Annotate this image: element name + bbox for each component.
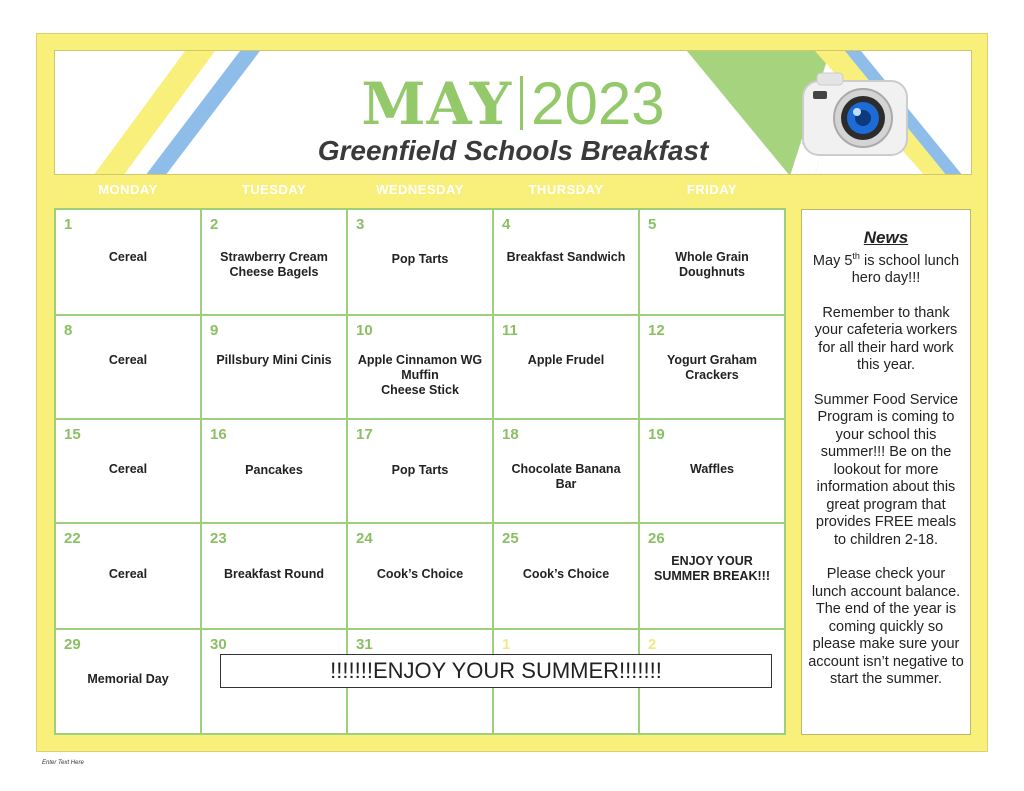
menu-item: Cereal: [108, 250, 148, 264]
date-number: 5: [648, 216, 657, 233]
day-cell: [494, 524, 640, 630]
day-cell: [494, 316, 640, 420]
date-number: 12: [648, 322, 665, 339]
weekday-tuesday: TUESDAY: [241, 182, 307, 197]
calendar-header: [54, 50, 972, 175]
menu-item: Cereal: [108, 567, 148, 581]
menu-item: Breakfast Sandwich: [506, 250, 626, 264]
date-number: 2: [648, 636, 657, 653]
menu-item: Apple Cinnamon WG Muffin Cheese Stick: [357, 353, 483, 397]
date-number: 25: [502, 530, 519, 547]
menu-item: Pancakes: [245, 463, 303, 477]
news-hero-text: May 5: [812, 252, 853, 269]
menu-item: Breakfast Round: [223, 567, 325, 581]
date-number: 15: [64, 426, 81, 443]
weekday-friday: FRIDAY: [686, 182, 738, 197]
menu-item: Pillsbury Mini Cinis: [216, 353, 332, 367]
weekday-header: [55, 182, 785, 204]
summer-banner: !!!!!!!ENJOY YOUR SUMMER!!!!!!!: [220, 654, 772, 688]
month-title: MAY: [361, 70, 513, 138]
news-hero-superscript: th: [852, 251, 860, 261]
day-cell: [56, 316, 202, 420]
date-number: 1: [64, 216, 73, 233]
title-divider: [520, 76, 523, 130]
date-number: 18: [502, 426, 519, 443]
date-number: 1: [502, 636, 511, 653]
menu-item: Cereal: [108, 353, 148, 367]
news-hero-day: [808, 248, 964, 288]
news-title: News: [863, 228, 909, 247]
menu-item: Cook’s Choice: [376, 567, 464, 581]
date-number: 10: [356, 322, 373, 339]
day-cell: [494, 420, 640, 524]
news-account-balance: Please check your lunch account balance. The end of the year is coming quickly so please make sure your account isn’t negative to start the summer.: [808, 566, 964, 688]
camera-icon: [795, 69, 915, 161]
menu-item: Cook’s Choice: [522, 567, 610, 581]
date-number: 19: [648, 426, 665, 443]
calendar-subtitle: Greenfield Schools Breakfast: [317, 135, 709, 166]
date-number: 2: [210, 216, 219, 233]
date-number: 8: [64, 322, 73, 339]
day-cell: [202, 420, 348, 524]
menu-item: Cereal: [108, 462, 148, 476]
day-cell: [640, 524, 784, 630]
year-title: 2023: [531, 70, 665, 137]
day-cell: [640, 210, 784, 316]
date-number: 24: [356, 530, 373, 547]
news-hero-text-rest: is school lunch hero day!!!: [851, 252, 960, 287]
menu-item: ENJOY YOUR SUMMER BREAK!!!: [654, 554, 770, 583]
day-cell: [348, 316, 494, 420]
date-number: 30: [210, 636, 227, 653]
date-number: 3: [356, 216, 365, 233]
day-cell: [640, 420, 784, 524]
day-cell: [348, 420, 494, 524]
day-cell: [56, 210, 202, 316]
menu-item: Pop Tarts: [391, 463, 449, 477]
day-cell: [348, 210, 494, 316]
news-thank-workers: Remember to thank your cafeteria workers for all their hard work this year.: [814, 304, 958, 374]
date-number: 9: [210, 322, 219, 339]
weekday-wednesday: WEDNESDAY: [376, 182, 464, 197]
menu-item: Strawberry Cream Cheese Bagels: [220, 250, 328, 279]
day-cell: [56, 524, 202, 630]
menu-item: Memorial Day: [87, 672, 169, 686]
news-summer-program: Summer Food Service Program is coming to your school this summer!!! Be on the lookout for more information about this great program that provides FREE meals to children 2-18.: [813, 391, 959, 548]
date-number: 4: [502, 216, 511, 233]
day-cell: [640, 316, 784, 420]
day-cell: [56, 630, 202, 733]
day-cell: [202, 210, 348, 316]
date-number: 29: [64, 636, 81, 653]
menu-item: Apple Frudel: [527, 353, 605, 367]
menu-item: Chocolate Banana Bar: [511, 462, 621, 491]
menu-item: Yogurt Graham Crackers: [666, 353, 758, 382]
date-number: 11: [502, 322, 518, 339]
menu-item: Waffles: [690, 462, 734, 476]
date-number: 31: [356, 636, 373, 653]
weekday-thursday: THURSDAY: [528, 182, 604, 197]
date-number: 22: [64, 530, 81, 547]
day-cell: [202, 316, 348, 420]
weekday-monday: MONDAY: [98, 182, 158, 197]
news-panel: [801, 209, 971, 735]
date-number: 26: [648, 530, 665, 547]
date-number: 17: [356, 426, 373, 443]
footer-placeholder: Enter Text Here: [42, 760, 84, 766]
date-number: 23: [210, 530, 227, 547]
menu-item: Whole Grain Doughnuts: [675, 250, 749, 279]
date-number: 16: [210, 426, 227, 443]
day-cell: [348, 524, 494, 630]
day-cell: [202, 524, 348, 630]
menu-item: Pop Tarts: [391, 252, 449, 266]
day-cell: [494, 210, 640, 316]
day-cell: [56, 420, 202, 524]
